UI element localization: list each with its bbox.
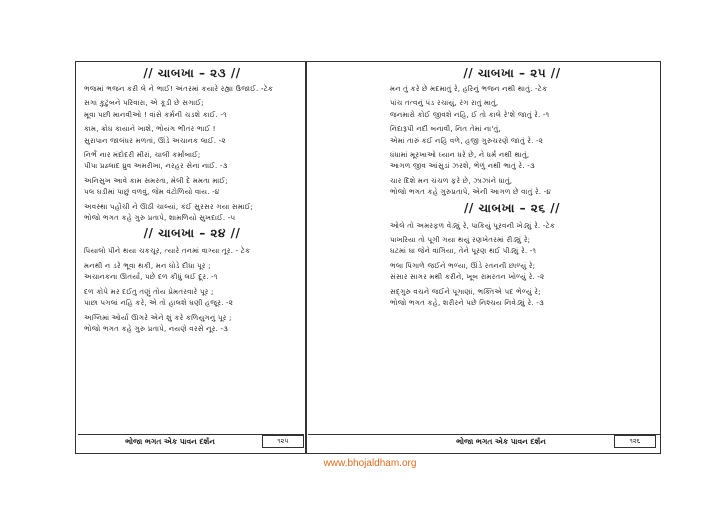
poem-line: અવસ્થા પહોંચી ને ઊઠી ચાલ્યાં, કંઈ સુરસર ગયા સમાઈ; xyxy=(84,201,254,211)
poem-line: એમાં તારું કંઈ નહિ વળે, હજી ગુરુચરણે જાતું રે. -૨ xyxy=(390,135,544,145)
poem-line: ભજમાં ભજન કરી લે ને ભાઈ! અંતરમાં કયારે રહ્યા ઉજાઈ. -ટેક xyxy=(84,84,274,93)
poem-line: ઓલે તો અમરફળ વેડ્યું રે, પાકિયું પૂરવની ખેડ્યું રે. -ટેક xyxy=(390,220,556,230)
poem-line: અચાનકના ઊતર્યા, પછે દળ કીધું લઈ દૂર. -૧ xyxy=(84,272,218,282)
poem-line: ધંધામાં મૂરખાઓ ધ્યાન ધરે છે, ને ધર્મ નથી થાતું, xyxy=(390,150,530,160)
poem-line: દળ કોપે મર દઈતુ તણું તોય પ્રેમતરવારે પૂર ; xyxy=(84,286,214,296)
section-heading-26: // ચાબખા – ૨૬ // xyxy=(464,200,560,215)
poem-24 xyxy=(84,245,300,334)
footer-book-title: ભોજા ભગત એક પાવન દર્શન xyxy=(125,437,215,446)
website-link[interactable]: www.bhojaldham.org xyxy=(323,458,417,469)
poem-line: ઘટમાં ઘા જેને વાગિયા, તેને પૂરણ થઈ પીડ્યું રે. -૧ xyxy=(390,246,537,256)
poem-line: પીપા પ્રહ્લાદ ધ્રુવ અમરીખા, નરહર સેના નાઈ. -૩ xyxy=(84,161,228,171)
poem-line: ભોજો ભગત કહે ગુરુ પ્રતાપે, નયણે વરસે નૂર. -૩ xyxy=(84,323,229,333)
center-divider xyxy=(305,61,307,454)
poem-line: પિયાલો પીને થયા ચકચૂર, ત્યારે તનમાં વાગ્યા તૂર. - ટેક xyxy=(84,246,251,256)
poem-line: પાખરિયા તો પૂગી ગયા થયું રણખેતરમાં રીડ્યું રે; xyxy=(390,235,531,245)
poem-line: મનથી ન ડરે ભૂવા થકી, મન ઘોડે દીધા પૂર ; xyxy=(84,260,211,270)
poem-line: નિર્ભે નાર મંદોદરી મીરાં, ચાલી કર્માંબાઈ; xyxy=(84,150,201,160)
section-heading-25: // ચાબખા – ૨૫ // xyxy=(463,66,561,80)
poem-line: સગા કુટુંબને પરિવારા, એ કૂડી છે સગાઈ; xyxy=(84,98,204,108)
poem-line: મૂવા પછી માનવીઓ ! વાંસે કર્મની ચડશે કાઈ. -૧ xyxy=(84,109,227,119)
poem-line: અનિસુખ આવે કામ સમરતા, મેલી દે મમતા માઈ; xyxy=(84,175,228,185)
poem-line: જનમારો કોઈ જીવશે નહિ, ઈ તો કાલે રે'શે જાતું રે. -૧ xyxy=(390,109,550,119)
poem-23 xyxy=(84,83,300,223)
poem-line: મન તું કરે છે મદમાતું રે, હરિનું ભજન નથી થાતું. -ટેક xyxy=(390,84,548,93)
poem-line: સુરાપાન જાલંધર મળતાં, ઊંડે અચાનક લાઈ. -૨ xyxy=(84,135,226,145)
poem-line: ચાર દિશે મન ચંચળ ફરે છે, ઝાઝાંને ધાતું, xyxy=(390,175,513,185)
poem-line: કામ, ક્રોધ કાયાને ખાશે, ભોયંગ ભીતર ભાઈ ! xyxy=(84,124,216,134)
poem-line: નિંદારૂપી નદી બનાવી, નિત તેમાં ના'તું, xyxy=(390,124,501,134)
poem-line: ભોજો ભગત કહે ગુરુપ્રતાપે, એની આગળ છે વાતું રે. -૪ xyxy=(390,187,552,197)
poem-line: અગ્નિમાં ઓર્યા ઊગરે એને શું કરે કળિયુગનું પૂર ; xyxy=(84,312,232,322)
section-heading-23: // ચાબખા – ૨૩ // xyxy=(143,66,241,80)
poem-line: સંસાર સાગર મથી કરીને, ખૂબ રામરતન ખોળ્યું રે. -૨ xyxy=(390,272,545,282)
right-page-footer xyxy=(308,434,660,448)
page-number: ૧૨૬ xyxy=(614,435,656,448)
poem-line: પાછા પગલાં નહિ કરે, એ તો હાલશે ઘણી હજૂર. -૨ xyxy=(84,298,234,308)
poem-line: ભલા પિંગાળે જઈને ભળ્યા, ઊંડે રતનની છાળ્યું રે; xyxy=(390,260,536,270)
poem-26 xyxy=(390,220,654,309)
footer-book-title: ભોજા ભગત એક પાવન દર્શન xyxy=(456,437,546,446)
page-number: ૧૨૫ xyxy=(262,435,304,448)
section-heading-24: // ચાબખા – ૨૪ // xyxy=(143,226,241,241)
poem-line: સદ્ગુરુ વચને જઈને પૂગાણાં, ભક્તિએ પદ ભેળ્યું રે; xyxy=(390,286,541,296)
left-page xyxy=(78,61,304,454)
poem-25 xyxy=(390,83,654,198)
poem-line: ભોજો ભગત કહે ગુરુ પ્રતાપે, શામળિયો સુખદાઈ. -૫ xyxy=(84,213,236,223)
poem-line: પલ ઘડીમાં પાછું વળવું, જેમ વંટોળિયો વાય. -૪ xyxy=(84,187,220,197)
right-page xyxy=(308,61,660,454)
poem-line: પાંચ તત્વનું પંડ રચાયું, રંગ રાતું માતું, xyxy=(390,98,499,108)
poem-line: ભોજો ભગત કહે, શરીરને પછે નિશ્ચય નિવેડ્યું રે. -૩ xyxy=(390,298,544,308)
poem-line: આગળ જીવ આંસુડાં ઝરશે, ભેળું નથી ભાતું રે. -૩ xyxy=(390,161,535,171)
left-page-footer xyxy=(78,434,304,448)
